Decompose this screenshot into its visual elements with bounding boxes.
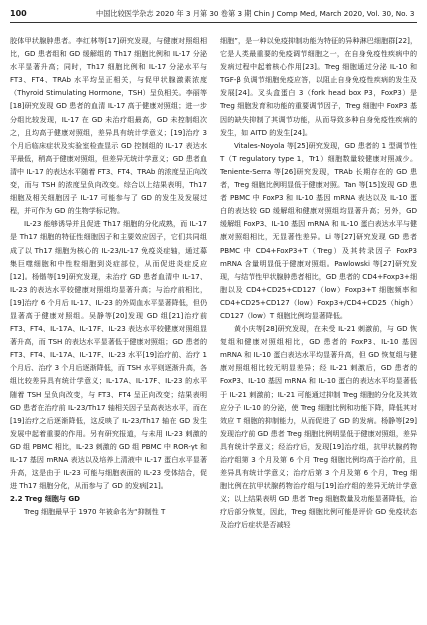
section-heading: 2.2 Treg 细胞与 GD (10, 494, 80, 504)
header-rule (10, 22, 417, 23)
page-number: 100 (10, 9, 27, 18)
left-column (10, 34, 207, 518)
paragraph: 黄小庆等[28]研究发现，在未受 IL-21 刺激前，与 GD 恢复组和健康对照组相比，GD 患者的 FoxP3、IL-10 基因 mRNA 和 IL-10 蛋白表达水平均显著升高，但 GD 恢复组与健康对照组相比较无明显差异；经 IL-21 刺激后，GD 患者的 FoxP3、IL-10 基因 mRNA 和 IL-10 蛋白的表达水平均显著低于 IL-21 刺激前；IL-21 可能通过抑制 Treg 细胞的分化及其效应分子 IL-10 的分泌，使 Treg 细胞比例和功能下降，降低其对效应 T 细胞的抑制能力，从而促进了 GD 的发病。杨静等[29]发现治疗前 GD 患者 Treg 细胞比例明显低于健康对照组，差异具有统计学意义；经治疗后，发现[19]治疗组，抗甲状腺药物治疗组第 3 个月及第 6 个月 Treg 细胞比例均高于治疗前，且差异具有统计学意义；治疗后第 3 个月及第 6 个月，Treg 细胞比例在抗甲状腺药物治疗组与[19]治疗组的差异无统计学意义；以上结果表明 GD 患者 Treg 细胞数量及功能显著降低，治疗后部分恢复，因此，Treg 细胞比例可能是评价 GD 免疫状态及治疗后症状是否减轻 (220, 324, 417, 530)
paragraph: 胶体甲状腺肿患者。李红林等[17]研究发现，与健康对照组相比，GD 患者组和 GD 缓解组的 Th17 细胞比例和 IL-17 分泌水平显著升高；同时，Th17 细胞比例和 IL-17 分泌水平与 FT3、FT4、TRAb 水平均呈正相关，与促甲状腺激素浓度（Thyroid Stimulating Hormone，TSH）呈负相关。李丽等[18]研究发现 GD 患者的血清 IL-17 高于健康对照组；进一步分组比较发现，IL-17 在 GD 未治疗组最高，GD 未控制组次之，且均高于健康对照组，差异具有统计学意义；[19]治疗 3 个月后临床症状及实验室检查显示 GD 控制组的 IL-17 表达水平最低，稍高于健康对照组，但差异无统计学意义；GD 患者血清中 IL-17 的表达水平随着 FT3、FT4、TRAb 的浓度呈正向改变，而与 TSH 的浓度呈负向改变。综合以上结果表明，Th17 细胞及相关细胞因子 IL-17 可能参与了 GD 的发生及发展过程，并可作为 GD 的生物学标记物。 (10, 36, 207, 216)
paragraph: 细胞”，是一种以免疫抑制功能为特征的异种淋巴细胞群[22]，它是人类最重要的免疫调节细胞之一，在自身免疫性疾病中的发病过程中起着核心作用[23]。Treg 细胞通过分泌 IL-10 和 TGF-β 负调节细胞免疫应答，以阻止自身免疫性疾病的发生及发展[24]。叉头盒蛋白 3（fork head box P3，FoxP3）是 Treg 细胞发育和功能的重要调节因子，Treg 细胞中 FoxP3 基因的缺失抑制了其调节功能，从而导致多种自身免疫性疾病的发生，如 AITD 的发生[24]。 (220, 36, 417, 137)
journal-running-title: 中国比较医学杂志 2020 年 3 月第 30 卷第 3 期 Chin J Comp Med, March 2020, Vol. 30, No. 3 (96, 9, 415, 18)
paragraph: IL-23 能够诱导并且促进 Th17 细胞的分化成熟，而 IL-17 是 Th17 细胞的特征性细胞因子和主要效应因子，它们共同组成了以 Th17 细胞为核心的 IL-23/IL-17 免疫炎症轴，通过募集巨噬细胞和中性粒细胞到炎症部位，从而促进炎症反应[12]。杨锴等[19]研究发现，未治疗 GD 患者血清中 IL-17、IL-23 的表达水平较健康对照组均显著升高；与治疗前相比，[19]治疗 6 个月后 IL-17、IL-23 的外周血水平显著降低，但仍显著高于健康对照组。吴静等[20]发现 GD 组[21]治疗前 FT3、FT4、IL-17A、IL-17F、IL-23 表达水平较健康对照组显著升高，而 TSH 的表达水平显著低于健康对照组；GD 患者的 FT3、FT4、IL-17A、IL-17F、IL-23 水平[19]治疗前、治疗 1 个月后、治疗 3 个月后逐渐降低，而 TSH 水平则逐渐升高，各组比较差异具有统计学意义；IL-17A、IL-17F、IL-23 的水平随着 TSH 呈负向改变，与 FT3、FT4 呈正向改变；结果表明 GD 患者在治疗前 IL-23/Th17 轴相关因子呈高表达水平，而在[19]治疗之后逐渐降低，这反映了 IL-23/Th17 轴在 GD 发生发展中起着重要的作用。另有研究报道，与未用 IL-23 刺激的 GD 组 PBMC 相比，IL-23 刺激的 GD 组 PBMC 中 ROR-γt 和 IL-17 基因 mRNA 表达以及培养上清液中 IL-17 蛋白水平显著升高，这是由于 IL-23 可能与细胞表面的 IL-23 受体结合，促进 Th17 细胞分化，从而参与了 GD 的发病[21]。 (10, 219, 207, 491)
paragraph: Vitales-Noyola 等[25]研究发现，GD 患者的 1 型调节性 T（T regulatory type 1，Tr1）细胞数量较健康对照减少。Teniente-Serra 等[26]研究发现，TRAb 长期存在的 GD 患者，Treg 细胞比例明显低于健康对照。Tan 等[15]发现 GD 患者 PBMC 中 FoxP3 和 IL-10 基因 mRNA 表达以及 IL-10 蛋白的表达较 GD 缓解组和健康对照组均显著升高；另外，GD 缓解组 FoxP3、IL-10 基因 mRNA 和 IL-10 蛋白表达水平与健康对照组相比，无显著性差异。Li 等[27]研究发现 GD 患者 PBMC 中 CD4+FoxP3+T（Treg）及其转录因子 FoxP3 mRNA 含量明显低于健康对照组。Pawlowski 等[27]研究发现，与结节性甲状腺肿患者相比，GD 患者的 CD4+Foxp3+细胞以及 CD4+CD25+CD127（low）Foxp3+T 细胞频率和 CD4+CD25+CD127（low）Foxp3+/CD4+CD25（high）CD127（low）T 细胞比例均显著降低。 (220, 140, 417, 320)
right-column (220, 34, 417, 532)
page-header (10, 7, 417, 21)
paragraph: Treg 细胞最早于 1970 年被命名为“抑制性 T (24, 507, 166, 517)
